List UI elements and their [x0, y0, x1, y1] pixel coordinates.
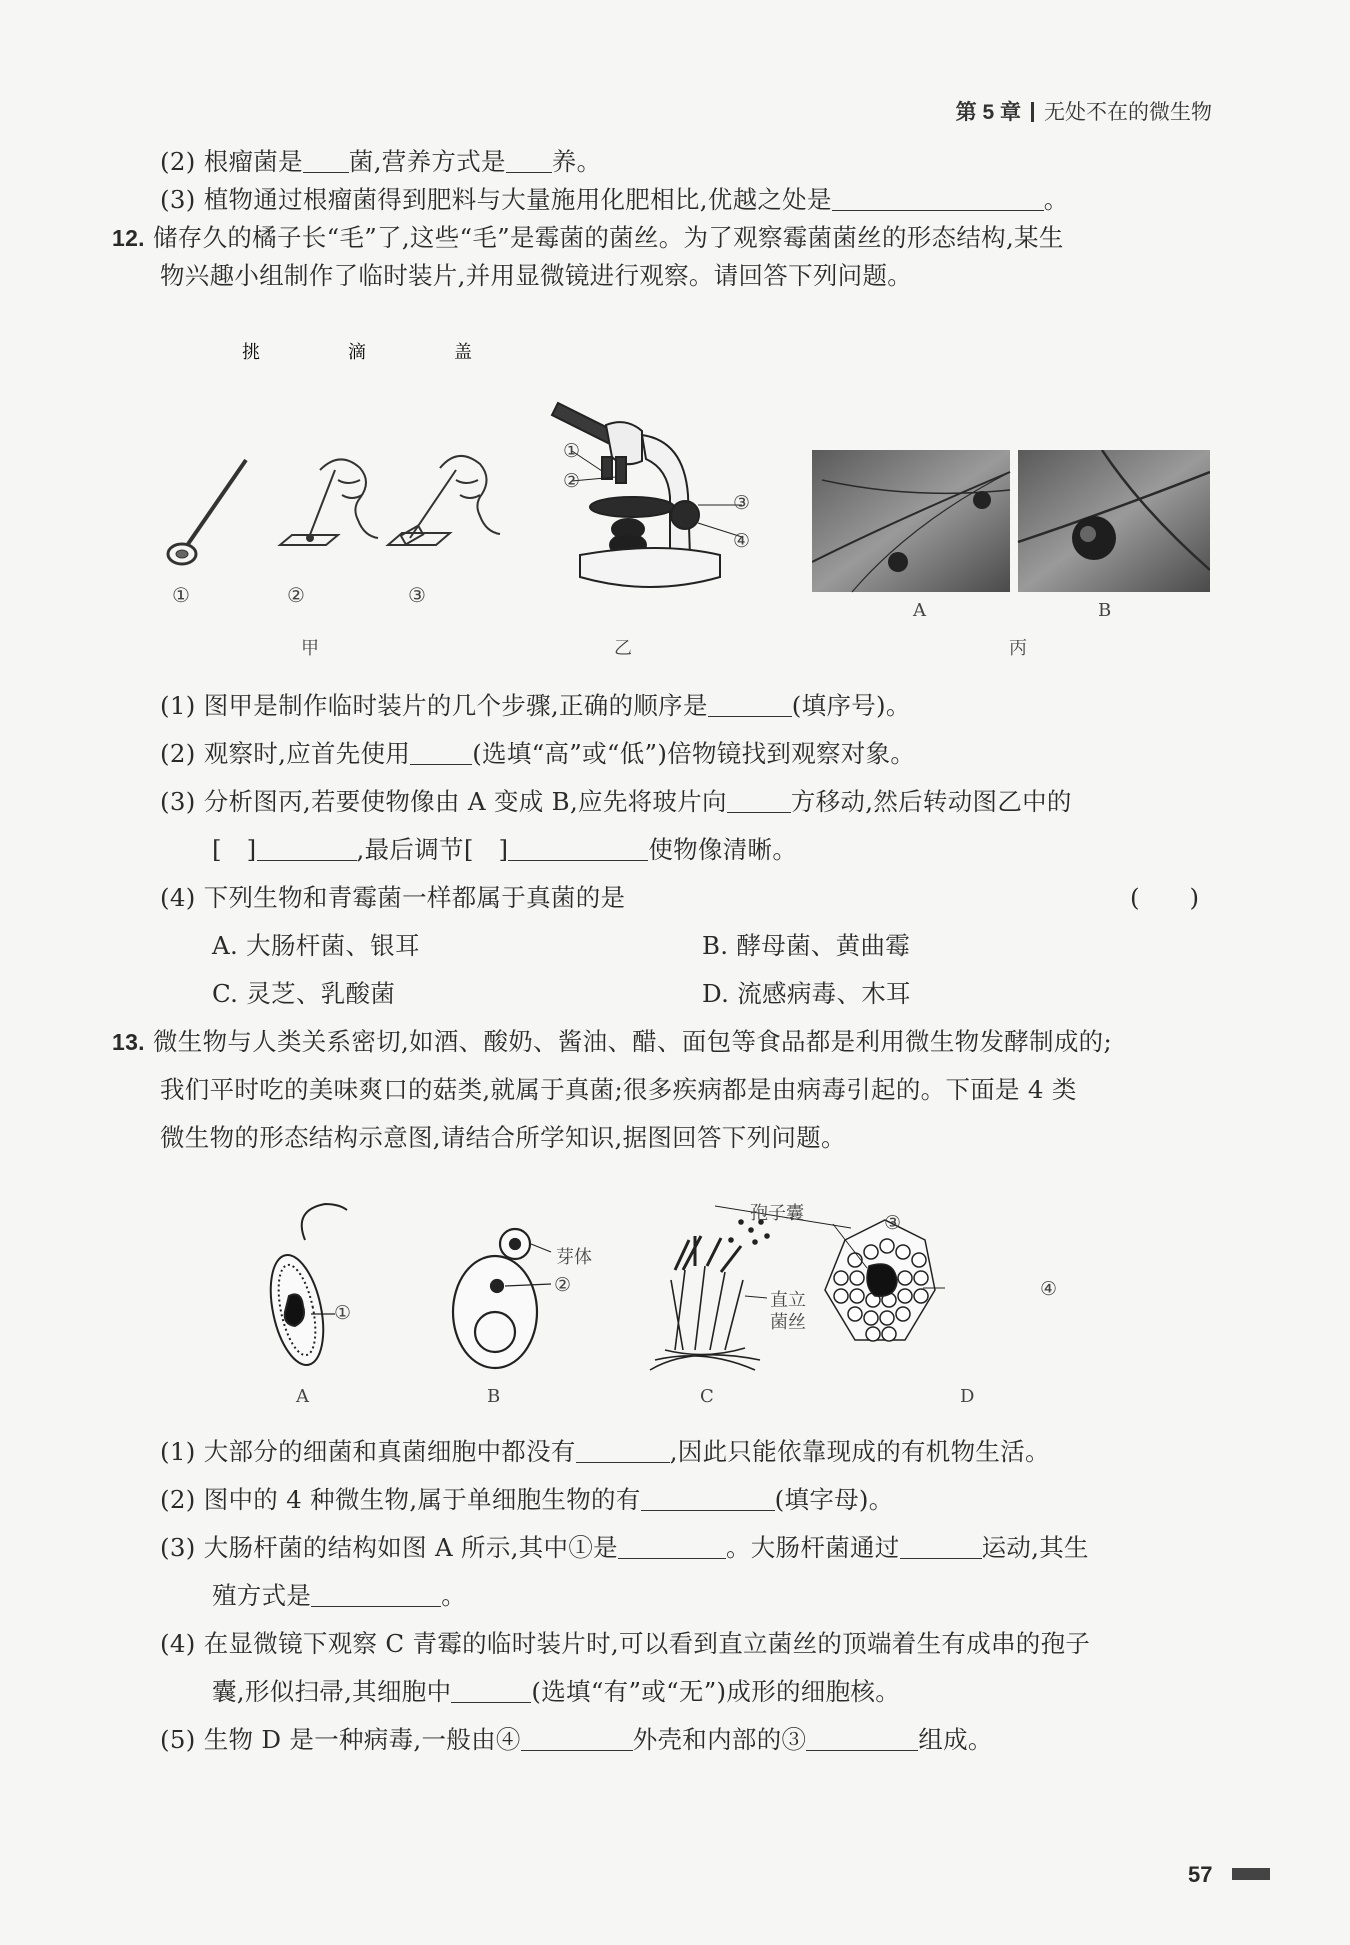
q11-part3: (3) 植物通过根瘤菌得到肥料与大量施用化肥相比,优越之处是 。	[160, 185, 1069, 214]
microscope-label-1: ①	[563, 440, 581, 462]
q12-stem-line2: 物兴趣小组制作了临时装片,并用显微镜进行观察。请回答下列问题。	[160, 261, 913, 290]
figure-a-caption: A	[296, 1386, 309, 1407]
step-label-drop: 滴	[348, 342, 366, 363]
blank[interactable]	[508, 836, 648, 861]
q13-part3: (3) 大肠杆菌的结构如图 A 所示,其中①是 。大肠杆菌通过 运动,其生	[160, 1533, 1089, 1562]
penicillium-icon	[650, 1206, 851, 1370]
yeast-label-bud: 芽体	[556, 1247, 592, 1268]
micrograph-b	[1018, 450, 1210, 592]
chapter-title: 无处不在的微生物	[1044, 101, 1212, 124]
step-number-2: ②	[287, 583, 305, 607]
blank[interactable]	[311, 1582, 441, 1607]
q13-part5: (5) 生物 D 是一种病毒,一般由④ 外壳和内部的③ 组成。	[160, 1725, 993, 1754]
blank[interactable]	[727, 788, 791, 813]
q12-part3: (3) 分析图丙,若要使物像由 A 变成 B,应先将玻片向 方移动,然后转动图乙中的	[160, 787, 1072, 816]
header-divider	[1031, 102, 1034, 122]
penicillium-label-sporangium: 孢子囊	[750, 1203, 804, 1224]
inoculating-needle-icon	[168, 460, 246, 564]
dropper-hand-icon	[280, 459, 378, 545]
q12-part1: (1) 图甲是制作临时装片的几个步骤,正确的顺序是 (填序号)。	[160, 691, 911, 720]
virus-icon	[825, 1220, 945, 1341]
blank[interactable]	[451, 1678, 531, 1703]
step-label-pick: 挑	[242, 342, 260, 363]
figure-jia	[160, 330, 540, 660]
chapter-header	[956, 96, 1212, 126]
q13-stem-line2: 我们平时吃的美味爽口的菇类,就属于真菌;很多疾病都是由病毒引起的。下面是 4 类	[160, 1075, 1077, 1104]
q12-part4: (4) 下列生物和青霉菌一样都属于真菌的是	[160, 883, 626, 912]
blank[interactable]	[832, 186, 1044, 211]
blank[interactable]	[521, 1726, 633, 1751]
q13-part1: (1) 大部分的细菌和真菌细胞中都没有 ,因此只能依靠现成的有机物生活。	[160, 1437, 1050, 1466]
yeast-label-2: ②	[554, 1274, 572, 1296]
figure-d-caption: D	[960, 1386, 975, 1407]
microscope-label-2: ②	[563, 470, 581, 492]
virus-label-3: ③	[884, 1212, 902, 1234]
figure-bing-caption: 丙	[1009, 638, 1027, 659]
page-number-bar	[1232, 1868, 1270, 1880]
step-number-1: ①	[172, 583, 190, 607]
step-label-cover: 盖	[454, 342, 472, 363]
penicillium-label-hyphae: 菌丝	[770, 1312, 806, 1333]
q13-part4-line2: 囊,形似扫帚,其细胞中 (选填“有”或“无”)成形的细胞核。	[212, 1677, 900, 1706]
blank[interactable]	[257, 836, 357, 861]
option-b[interactable]: B. 酵母菌、黄曲霉	[702, 931, 911, 960]
figure-b-caption: B	[487, 1386, 501, 1407]
q13-part3-line2: 殖方式是 。	[212, 1581, 467, 1610]
blank[interactable]	[576, 1438, 670, 1463]
blank[interactable]	[410, 740, 472, 765]
chapter-number: 第 5 章	[955, 101, 1021, 124]
blank[interactable]	[900, 1534, 982, 1559]
yeast-icon	[453, 1229, 551, 1368]
step-number-3: ③	[408, 583, 426, 607]
blank[interactable]	[806, 1726, 918, 1751]
q13-part2: (2) 图中的 4 种微生物,属于单细胞生物的有 (填字母)。	[160, 1485, 894, 1514]
q13-part4: (4) 在显微镜下观察 C 青霉的临时装片时,可以看到直立菌丝的顶端着生有成串的孢子	[160, 1629, 1091, 1658]
q13-stem-line1: 13. 微生物与人类关系密切,如酒、酸奶、酱油、醋、面包等食品都是利用微生物发酵制成的;	[112, 1027, 1113, 1056]
microorganism-figures	[255, 1200, 1075, 1380]
figure-yi-caption: 乙	[614, 638, 632, 659]
blank[interactable]	[641, 1486, 775, 1511]
bacterium-icon	[262, 1204, 347, 1370]
option-d[interactable]: D. 流感病毒、木耳	[702, 979, 911, 1008]
micrograph-panels	[812, 450, 1210, 596]
q12-part2: (2) 观察时,应首先使用 (选填“高”或“低”)倍物镜找到观察对象。	[160, 739, 916, 768]
q12-stem-line1: 12. 储存久的橘子长“毛”了,这些“毛”是霉菌的菌丝。为了观察霉菌菌丝的形态结构,某生	[112, 223, 1064, 252]
question-number: 13.	[112, 1029, 145, 1055]
page-number: 57	[1188, 1862, 1213, 1887]
microscope-label-4: ④	[733, 530, 751, 552]
blank[interactable]	[506, 148, 552, 173]
blank[interactable]	[303, 148, 349, 173]
option-a[interactable]: A. 大肠杆菌、银耳	[212, 931, 420, 960]
virus-label-4: ④	[1040, 1278, 1058, 1300]
micrograph-label-a: A	[913, 600, 926, 621]
bacterium-label-1: ①	[334, 1302, 352, 1324]
figure-jia-caption: 甲	[301, 638, 319, 659]
q11-part2: (2) 根瘤菌是 菌,营养方式是 养。	[160, 147, 602, 176]
microscope-label-3: ③	[733, 492, 751, 514]
coverslip-hand-icon	[388, 456, 500, 545]
question-number: 12.	[112, 225, 145, 251]
blank[interactable]	[618, 1534, 726, 1559]
penicillium-label-upright: 直立	[770, 1290, 806, 1311]
figure-c-caption: C	[700, 1386, 714, 1407]
blank[interactable]	[708, 692, 792, 717]
micrograph-label-b: B	[1098, 600, 1112, 621]
micrograph-a	[812, 450, 1010, 592]
option-c[interactable]: C. 灵芝、乳酸菌	[212, 979, 396, 1008]
q12-part3-line2: [ ] ,最后调节[ ] 使物像清晰。	[212, 835, 798, 864]
answer-parentheses[interactable]: ( )	[1130, 883, 1200, 912]
q13-stem-line3: 微生物的形态结构示意图,请结合所学知识,据图回答下列问题。	[160, 1123, 846, 1152]
